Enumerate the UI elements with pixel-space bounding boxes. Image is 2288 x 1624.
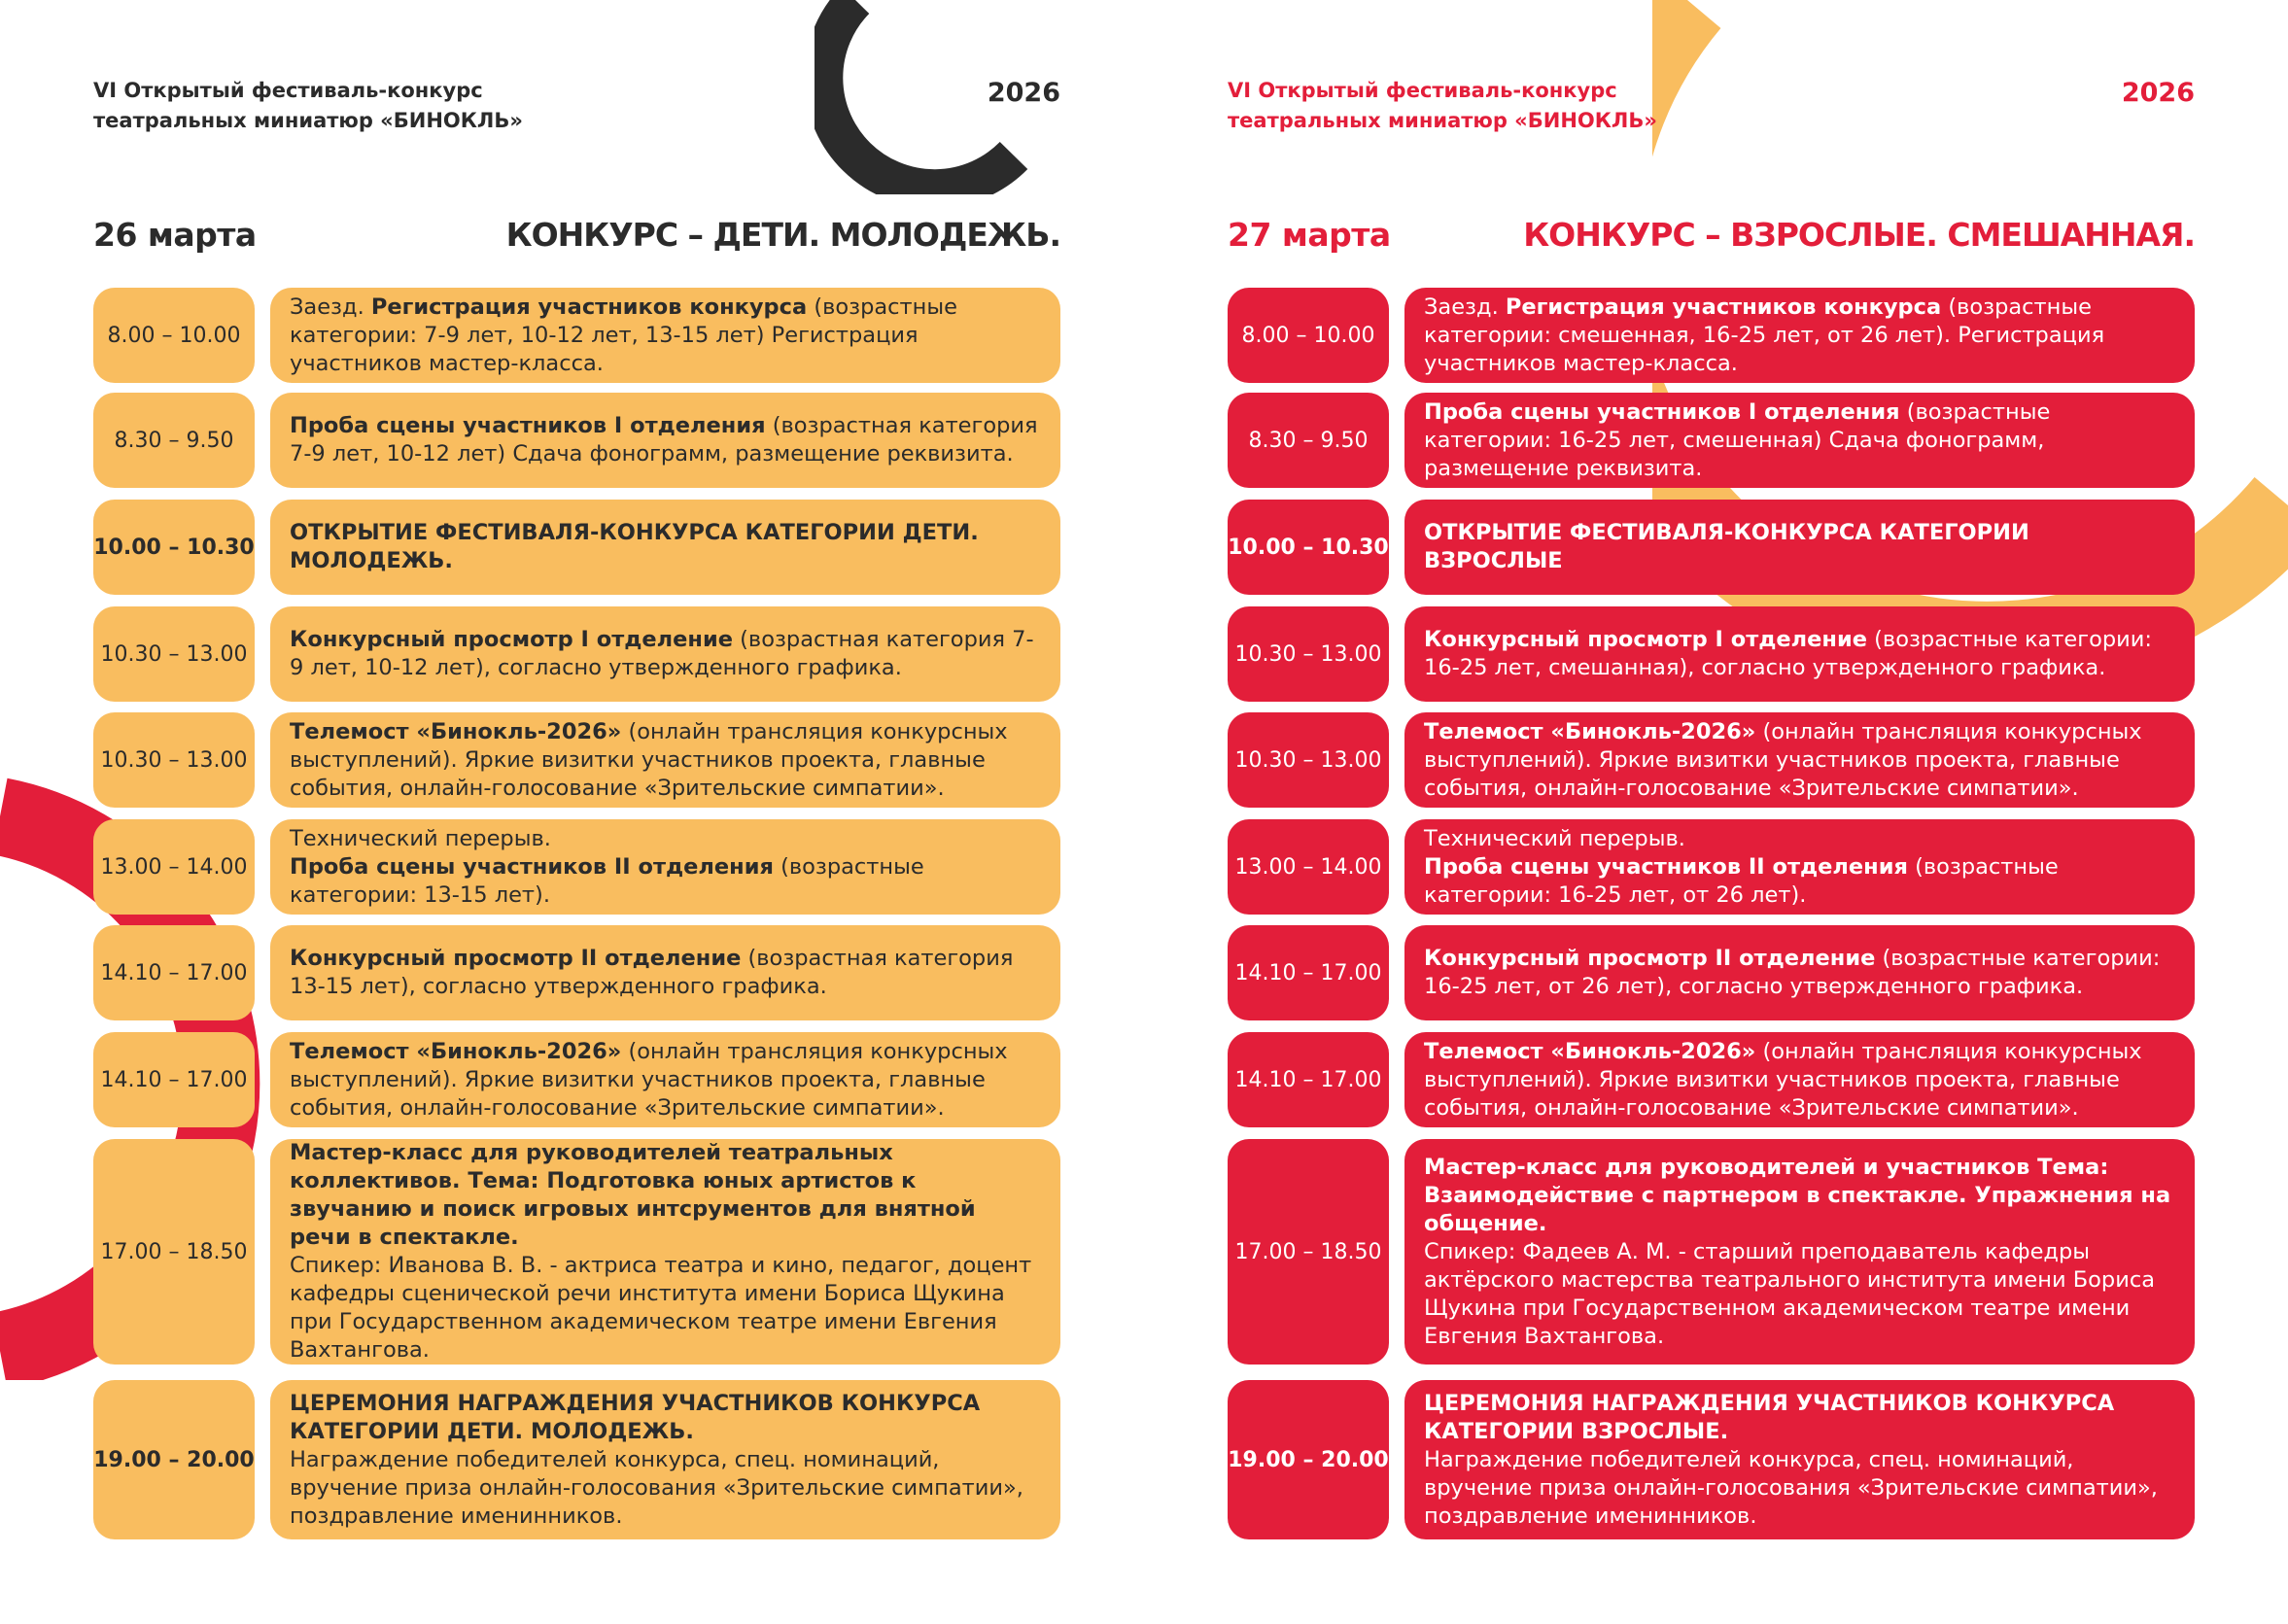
schedule-row	[1228, 500, 2195, 595]
schedule-row	[1228, 1032, 2195, 1127]
schedule-row	[93, 712, 1060, 808]
schedule-row	[93, 606, 1060, 702]
event-title: Регистрация участников конкурса	[1505, 294, 1942, 320]
festival-title-line2: театральных миниатюр «БИНОКЛЬ»	[1228, 109, 1657, 132]
time-slot: 19.00 – 20.00	[1228, 1380, 1389, 1539]
festival-title	[93, 76, 696, 136]
event-title: Регистрация участников конкурса	[370, 294, 808, 320]
schedule-row	[1228, 288, 2195, 383]
event-description	[1404, 1139, 2195, 1365]
time-slot: 17.00 – 18.50	[93, 1139, 255, 1365]
schedule-row	[93, 1032, 1060, 1127]
event-details: (возрастные категории: 16-25 лет, от 26 лет).	[1424, 853, 2059, 908]
event-details: Награждение победителей конкурса, спец. номинаций, вручение приза онлайн-голосования «Зрительские симпатии», поздравление именинников.	[290, 1446, 1023, 1529]
event-description	[1404, 500, 2195, 595]
event-title: Телемост «Бинокль-2026»	[290, 718, 622, 744]
event-title: ОТКРЫТИЕ ФЕСТИВАЛЯ-КОНКУРСА КАТЕГОРИИ ВЗРОСЛЫЕ	[1424, 520, 2029, 573]
time-slot: 10.00 – 10.30	[93, 500, 255, 595]
event-description	[270, 819, 1060, 915]
year-label: 2026	[987, 78, 1060, 108]
event-title: Мастер-класс для руководителей театральных коллективов. Тема: Подготовка юных артистов к звучанию и поиск игровых интсрументов для внятной речи в спектакле.	[290, 1140, 976, 1250]
event-description	[1404, 288, 2195, 383]
day-date: 27 марта	[1228, 216, 1391, 254]
time-slot: 10.30 – 13.00	[1228, 712, 1389, 808]
event-title: Конкурсный просмотр II отделение	[290, 946, 742, 971]
event-prefix: Технический перерыв.	[290, 825, 551, 851]
schedule-row	[1228, 819, 2195, 915]
event-description	[1404, 393, 2195, 488]
schedule-row	[1228, 606, 2195, 702]
event-details: (возрастная категория 13-15 лет), согласно утвержденного графика.	[290, 946, 1014, 999]
event-details: Спикер: Иванова В. В. - актриса театра и кино, педагог, доцент кафедры сценической речи института имени Бориса Щукина при Государственном академическом театре имени Евгения Вахтангова.	[290, 1253, 1032, 1363]
contest-title: КОНКУРС – ВЗРОСЛЫЕ. СМЕШАННАЯ.	[1523, 216, 2195, 254]
event-description	[1404, 1032, 2195, 1127]
right-page	[1228, 0, 2200, 1624]
schedule-row	[93, 1380, 1060, 1539]
event-details: (возрастные категории: смешенная, 16-25 лет, от 26 лет). Регистрация участников мастер-класса.	[1424, 294, 2105, 376]
event-title: Конкурсный просмотр I отделение	[290, 627, 733, 652]
time-slot: 8.00 – 10.00	[93, 288, 255, 383]
event-details: (возрастная категория 7-9 лет, 10-12 лет) Сдача фонограмм, размещение реквизита.	[290, 413, 1038, 466]
event-description	[270, 393, 1060, 488]
day-heading	[93, 216, 1060, 260]
left-page	[93, 0, 1065, 1624]
event-title: Телемост «Бинокль-2026»	[1424, 718, 1756, 744]
event-title: Телемост «Бинокль-2026»	[1424, 1038, 1756, 1064]
event-details: (онлайн трансляция конкурсных выступлений). Яркие визитки участников проекта, главные события, онлайн-голосование «Зрительские симпатии».	[290, 1038, 1008, 1121]
time-slot: 14.10 – 17.00	[93, 1032, 255, 1127]
schedule-row	[93, 288, 1060, 383]
schedule-row	[1228, 393, 2195, 488]
event-description	[1404, 606, 2195, 702]
page-header	[1228, 76, 2195, 136]
event-description	[1404, 1380, 2195, 1539]
event-description	[1404, 925, 2195, 1020]
event-details: (возрастные категории: 13-15 лет).	[290, 853, 924, 908]
event-title: Конкурсный просмотр II отделение	[1424, 946, 1876, 971]
event-title: Мастер-класс для руководителей и участников Тема: Взаимодействие с партнером в спектакле. Упражнения на общение.	[1424, 1154, 2171, 1236]
schedule-row	[1228, 925, 2195, 1020]
day-heading	[1228, 216, 2195, 260]
event-description	[270, 925, 1060, 1020]
event-description	[270, 500, 1060, 595]
event-description	[270, 1032, 1060, 1127]
festival-title-line2: театральных миниатюр «БИНОКЛЬ»	[93, 109, 523, 132]
event-prefix: Заезд.	[290, 294, 371, 320]
time-slot: 8.30 – 9.50	[1228, 393, 1389, 488]
time-slot: 13.00 – 14.00	[93, 819, 255, 915]
schedule-row	[93, 500, 1060, 595]
event-description	[1404, 819, 2195, 915]
event-details: Награждение победителей конкурса, спец. номинаций, вручение приза онлайн-голосования «Зрительские симпатии», поздравление именинников.	[1424, 1446, 2158, 1529]
time-slot: 19.00 – 20.00	[93, 1380, 255, 1539]
event-details: (онлайн трансляция конкурсных выступлений). Яркие визитки участников проекта, главные события, онлайн-голосование «Зрительские симпатии».	[1424, 718, 2142, 801]
event-title: ЦЕРЕМОНИЯ НАГРАЖДЕНИЯ УЧАСТНИКОВ КОНКУРСА КАТЕГОРИИ ВЗРОСЛЫЕ.	[1424, 1390, 2115, 1444]
event-details: (возрастные категории: 16-25 лет, смешанная), согласно утвержденного графика.	[1424, 627, 2152, 680]
time-slot: 10.30 – 13.00	[93, 606, 255, 702]
event-details: (возрастные категории: 16-25 лет, от 26 лет), согласно утвержденного графика.	[1424, 946, 2161, 999]
time-slot: 8.30 – 9.50	[93, 393, 255, 488]
event-description	[270, 1380, 1060, 1539]
page-header	[93, 76, 1060, 136]
event-title: Проба сцены участников II отделения	[290, 853, 774, 880]
time-slot: 8.00 – 10.00	[1228, 288, 1389, 383]
day-date: 26 марта	[93, 216, 257, 254]
event-details: (возрастные категории: 7-9 лет, 10-12 лет, 13-15 лет) Регистрация участников мастер-класса.	[290, 294, 957, 376]
event-title: Проба сцены участников I отделения	[1424, 398, 1900, 425]
time-slot: 14.10 – 17.00	[1228, 1032, 1389, 1127]
time-slot: 10.30 – 13.00	[93, 712, 255, 808]
contest-title: КОНКУРС – ДЕТИ. МОЛОДЕЖЬ.	[505, 216, 1060, 254]
event-details: Спикер: Фадеев А. М. - старший преподаватель кафедры актёрского мастерства театрального института имени Бориса Щукина при Государственном академическом театре имени Евгения Вахтангова.	[1424, 1238, 2155, 1349]
time-slot: 17.00 – 18.50	[1228, 1139, 1389, 1365]
event-title: Конкурсный просмотр I отделение	[1424, 627, 1867, 652]
event-prefix: Заезд.	[1424, 294, 1506, 320]
festival-title-line1: VI Открытый фестиваль-конкурс	[1228, 79, 1617, 102]
time-slot: 10.30 – 13.00	[1228, 606, 1389, 702]
schedule-row	[93, 1139, 1060, 1365]
event-title: Проба сцены участников II отделения	[1424, 853, 1908, 880]
event-title: ОТКРЫТИЕ ФЕСТИВАЛЯ-КОНКУРСА КАТЕГОРИИ ДЕТИ. МОЛОДЕЖЬ.	[290, 520, 979, 573]
schedule-row	[1228, 712, 2195, 808]
event-description	[270, 1139, 1060, 1365]
time-slot: 14.10 – 17.00	[93, 925, 255, 1020]
event-title: Проба сцены участников I отделения	[290, 413, 766, 438]
event-details: (онлайн трансляция конкурсных выступлений). Яркие визитки участников проекта, главные события, онлайн-голосование «Зрительские симпатии».	[290, 718, 1008, 801]
event-description	[270, 606, 1060, 702]
schedule-row	[93, 819, 1060, 915]
festival-title	[1228, 76, 1830, 136]
schedule-row	[1228, 1139, 2195, 1365]
schedule-row	[93, 925, 1060, 1020]
event-title: ЦЕРЕМОНИЯ НАГРАЖДЕНИЯ УЧАСТНИКОВ КОНКУРСА КАТЕГОРИИ ДЕТИ. МОЛОДЕЖЬ.	[290, 1390, 981, 1444]
time-slot: 14.10 – 17.00	[1228, 925, 1389, 1020]
event-prefix: Технический перерыв.	[1424, 825, 1685, 851]
event-description	[1404, 712, 2195, 808]
event-details: (онлайн трансляция конкурсных выступлений). Яркие визитки участников проекта, главные события, онлайн-голосование «Зрительские симпатии».	[1424, 1038, 2142, 1121]
festival-title-line1: VI Открытый фестиваль-конкурс	[93, 79, 483, 102]
event-description	[270, 712, 1060, 808]
schedule-row	[1228, 1380, 2195, 1539]
time-slot: 13.00 – 14.00	[1228, 819, 1389, 915]
year-label: 2026	[2121, 78, 2195, 108]
event-title: Телемост «Бинокль-2026»	[290, 1038, 622, 1064]
event-details: (возрастные категории: 16-25 лет, смешенная) Сдача фонограмм, размещение реквизита.	[1424, 398, 2051, 481]
event-description	[270, 288, 1060, 383]
event-details: (возрастная категория 7-9 лет, 10-12 лет), согласно утвержденного графика.	[290, 627, 1034, 680]
schedule-row	[93, 393, 1060, 488]
time-slot: 10.00 – 10.30	[1228, 500, 1389, 595]
